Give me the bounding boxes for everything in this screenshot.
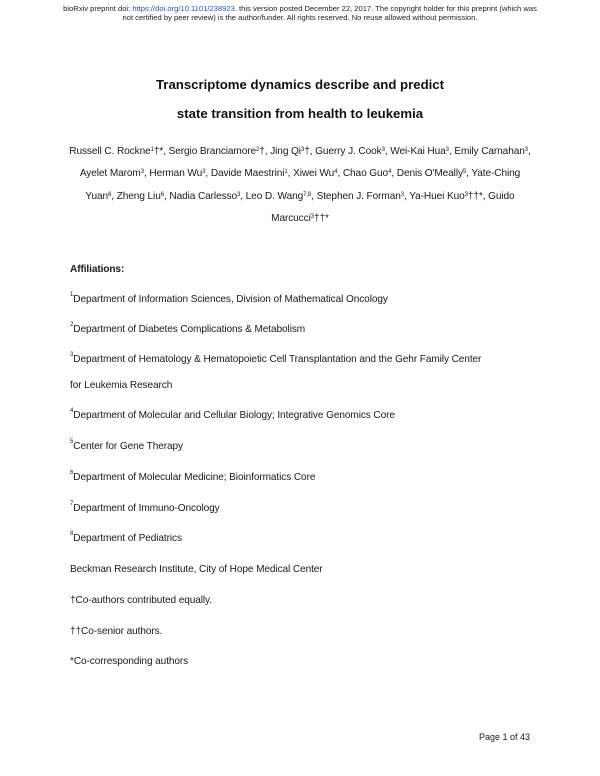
paper-title-line2: state transition from health to leukemia <box>176 106 424 121</box>
affiliation-3: $^3$Department of Hematology & Hematopoietic Cell Transplantation and the Gehr Family Center <box>70 352 482 365</box>
author-name: Russell C. Rockne <box>69 146 151 157</box>
author <box>211 168 288 179</box>
author <box>390 146 449 157</box>
author-affiliation-number: 3 <box>310 213 314 220</box>
author-affiliation-number: 6 <box>108 191 112 198</box>
author <box>317 191 404 202</box>
author-name: Sergio Branciamore <box>168 146 257 157</box>
author-name: Guerry J. Cook <box>315 146 382 157</box>
author-name: Ayelet Marom <box>79 168 141 180</box>
author-affiliation-number: 4 <box>334 169 338 176</box>
author-name: Xiwei Wu <box>293 168 335 180</box>
affiliations-heading: Affiliations: <box>70 264 125 275</box>
affiliation-1: $^1$Department of Information Sciences, Division of Mathematical Oncology <box>70 292 388 305</box>
preprint-notice-line2: not certified by peer review) is the author/funder. All rights reserved. No reuse allowed without permission. <box>122 13 478 22</box>
author-name: Zheng Liu <box>116 190 161 202</box>
affiliation-8: $^8$Department of Pediatrics <box>70 531 182 544</box>
affiliation-4: $^4$Department of Molecular and Cellular Biology; Integrative Genomics Core <box>70 408 395 421</box>
note-co-corresponding: *Co-corresponding authors <box>70 656 189 667</box>
author-affiliation-number: 7,8 <box>303 191 312 198</box>
author <box>169 191 240 202</box>
author <box>315 146 385 157</box>
author-mark: † <box>304 146 310 157</box>
affiliation-5: $^5$Center for Gene Therapy <box>70 439 183 452</box>
author-name: Davide Maestrini <box>210 168 285 180</box>
author-affiliation-number: 3 <box>202 169 206 176</box>
institute: Beckman Research Institute, City of Hope Medical Center <box>70 564 323 575</box>
note-co-senior: ††Co-senior authors. <box>70 626 163 637</box>
doi-link[interactable]: https://doi.org/10.1101/238923 <box>132 4 235 13</box>
affiliation-6: $^6$Department of Molecular Medicine; Bioinformatics Core <box>70 470 316 483</box>
author-name: Emily Carnahan <box>454 146 525 157</box>
author-name: Ya-Huei Kuo <box>409 190 465 202</box>
author <box>397 168 466 179</box>
author-affiliation-number: 3 <box>140 169 144 176</box>
author <box>293 168 337 179</box>
author <box>69 146 163 157</box>
author-name: Guido Marcucci <box>271 190 515 224</box>
author-name: Wei-Kai Hua <box>390 146 446 157</box>
author-mark: † <box>259 146 265 157</box>
author-affiliation-number: 2 <box>256 147 260 153</box>
author-affiliation-number: 3 <box>381 147 385 153</box>
note-co-authors: †Co-authors contributed equally. <box>70 595 212 606</box>
author-affiliation-number: 3 <box>524 147 528 153</box>
author-affiliation-number: 1 <box>150 147 154 153</box>
author <box>246 191 311 202</box>
author-name: Herman Wu <box>149 168 203 180</box>
author <box>409 191 483 202</box>
author-affiliation-number: 5 <box>462 169 467 176</box>
author-affiliation-number: 4 <box>388 169 392 176</box>
author-name: Yate-Ching Yuan <box>85 168 521 202</box>
author-affiliation-number: 1 <box>284 169 288 176</box>
author-affiliation-number: 3 <box>445 147 449 153</box>
preprint-notice-line1: bioRxiv preprint doi: https://doi.org/10.1101/238923. this version posted December 22, 2017. The copyright holder for this preprint (which was <box>63 4 537 13</box>
author-affiliation-number: 3 <box>237 191 241 198</box>
paper-title-line1: Transcriptome dynamics describe and predict <box>155 77 445 92</box>
author <box>270 146 309 157</box>
author-affiliation-number: 3 <box>400 191 404 198</box>
author-affiliation-number: 3 <box>300 147 305 153</box>
author-name: Chao Guo <box>342 168 389 180</box>
author-mark: †* <box>153 146 164 157</box>
author-name: Denis O'Meally <box>396 168 463 180</box>
affiliation-2: $^2$Department of Diabetes Complications & Metabolism <box>70 322 306 335</box>
author <box>169 146 265 157</box>
affiliation-7: $^7$Department of Immuno-Oncology <box>70 501 220 514</box>
author-affiliation-number: 6 <box>160 191 164 198</box>
preprint-notice <box>0 4 600 22</box>
author <box>149 168 205 179</box>
author-list: Russell C. Rockne$^1$†*, Sergio Branciamore$^2$†, Jing Qi$^3$†, Guerry J. Cook$^3$, Wei-Kai Hua$^3$, Emily Carnahan$^3$, Ayelet Marom$^3$, Herman Wu$^3$, Davide Maestrini$^1$, Xiwei Wu$^4$, Chao Guo$^4$, Denis O'Meally$^5$, Yate-Ching Yuan$^6$, Zheng Liu$^6$, Nadia Carlesso$^3$, Leo D. Wang$^{7,8}$, Stephen J. Forman$^3$, Ya-Huei Kuo$^3$††*, Guido Marcucci$^3$††* <box>69 146 531 224</box>
affiliation-3-continued: for Leukemia Research <box>70 380 173 391</box>
author-name: Nadia Carlesso <box>169 190 237 202</box>
author <box>343 168 391 179</box>
author <box>80 168 144 179</box>
author-name: Stephen J. Forman <box>316 190 401 202</box>
author-name: Leo D. Wang <box>245 190 304 202</box>
author-name: Jing Qi <box>270 146 301 157</box>
author <box>454 146 528 157</box>
page-number: Page 1 of 43 <box>478 732 530 742</box>
author-affiliation-number: 3 <box>464 191 468 198</box>
author-mark: ††* <box>467 190 483 202</box>
author-mark: ††* <box>313 212 329 224</box>
author <box>117 191 164 202</box>
